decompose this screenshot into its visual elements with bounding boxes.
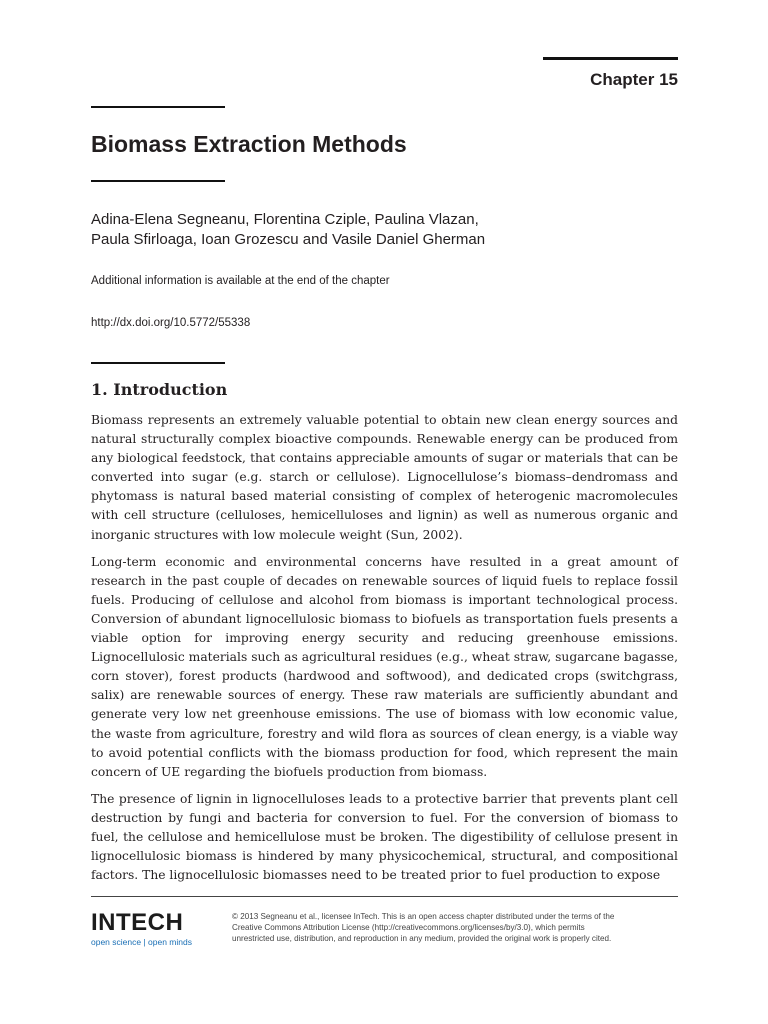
section-divider (91, 362, 225, 364)
author-line: Adina-Elena Segneanu, Florentina Cziple, Paulina Vlazan, (91, 211, 479, 228)
doi-link[interactable]: http://dx.doi.org/10.5772/55338 (91, 317, 251, 329)
body-text (91, 411, 678, 893)
footer-divider (91, 896, 678, 897)
author-list (91, 210, 691, 250)
chapter-label: Chapter 15 (590, 70, 678, 89)
paragraph: The presence of lignin in lignocelluloses leads to a protective barrier that prevents plant cell destruction by fungi and bacteria for conversion to fuel. For the conversion of biomass to fuel, the cellulose and hemicellulose must be broken. The digestibility of cellulose present in lignocellulosic biomass is hindered by many physicochemical, structural, and compositional factors. The lignocellulosic biomasses need to be treated prior to fuel production to expose (91, 791, 678, 883)
logo-wordmark: INTECH (91, 909, 184, 936)
title-rule-bottom (91, 180, 225, 182)
chapter-rule (543, 57, 678, 60)
license-note (232, 911, 678, 944)
section-heading: 1. Introduction (91, 380, 228, 399)
paragraph: Biomass represents an extremely valuable potential to obtain new clean energy sources and natural structurally complex bioactive compounds. Renewable energy can be produced from any biological feedstock, that contains appreciable amounts of sugar or materials that can be converted into sugar (e.g. starch or cellulose). Lignocellulose’s biomass–dendromass and phytomass is natural based material consisting of complex of heterogenic macromolecules with cell structure (celluloses, hemicelluloses and lignin) as well as numerous organic and inorganic structures with low molecule weight (Sun, 2002). (91, 413, 678, 542)
intech-logo (91, 910, 221, 947)
title-rule-top (91, 106, 225, 108)
page-title: Biomass Extraction Methods (91, 131, 407, 157)
paragraph: Long-term economic and environmental concerns have resulted in a great amount of research in the past couple of decades on renewable sources of liquid fuels to replace fossil fuels. Producing of cellulose and alcohol from biomass is important technological process. Conversion of abundant lignocellulosic biomass to biofuels as transportation fuels presents a viable option for improving energy security and reducing greenhouse emissions. Lignocellulosic materials such as agricultural residues (e.g., wheat straw, sugarcane bagasse, corn stover), forest products (hardwood and softwood), and dedicated crops (switchgrass, salix) are renewable sources of energy. These raw materials are sufficiently abundant and generate very low net greenhouse emissions. The use of biomass with low economic value, the waste from agriculture, forestry and wild flora as sources of clean energy, is a viable way to avoid potential conflicts with the biomass production for food, which represent the main concern of UE regarding the biofuels production from biomass. (91, 554, 678, 779)
license-line: © 2013 Segneanu et al., licensee InTech. This is an open access chapter distributed under the terms of the (232, 912, 615, 921)
author-line: Paula Sfirloaga, Ioan Grozescu and Vasile Daniel Gherman (91, 231, 486, 248)
license-line: Creative Commons Attribution License (http://creativecommons.org/licenses/by/3.0), which permits (232, 923, 585, 932)
additional-info-note: Additional information is available at the end of the chapter (91, 275, 390, 287)
logo-tagline: open science | open minds (91, 937, 192, 947)
license-line: unrestricted use, distribution, and reproduction in any medium, provided the original work is properly cited. (232, 934, 612, 943)
